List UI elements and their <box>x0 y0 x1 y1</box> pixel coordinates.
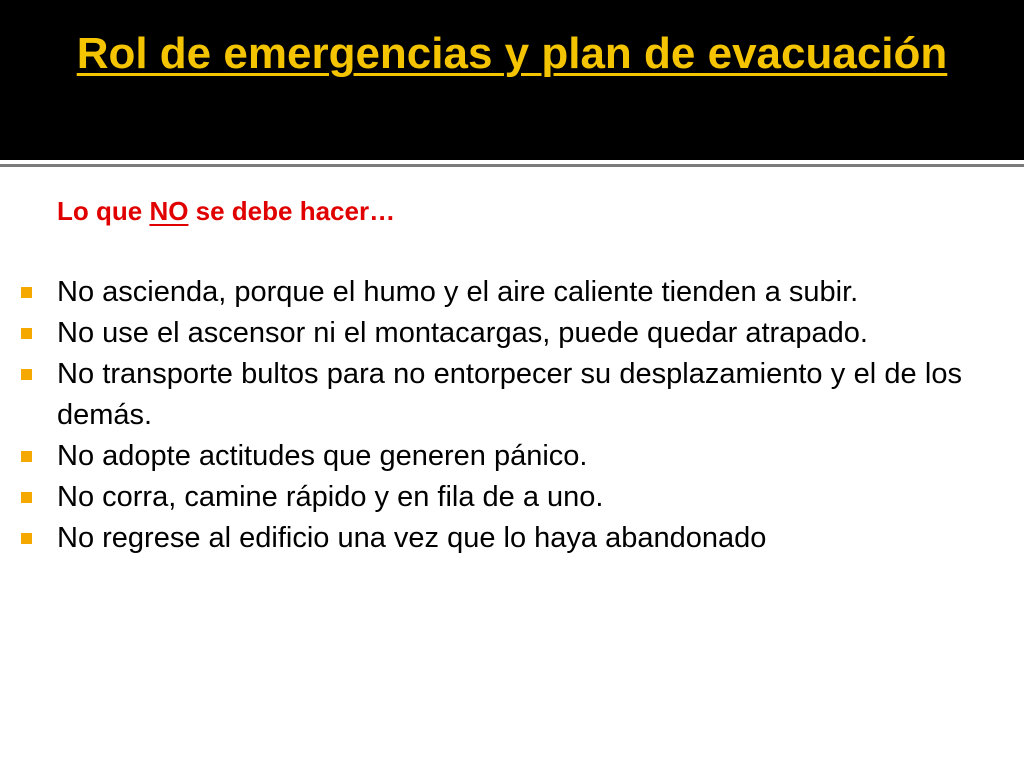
bullet-list <box>57 272 962 559</box>
square-bullet-icon <box>21 369 32 380</box>
square-bullet-icon <box>21 328 32 339</box>
bullet-text: No corra, camine rápido y en fila de a uno. <box>57 481 604 513</box>
subtitle-emphasis: NO <box>149 196 189 226</box>
slide-title: Rol de emergencias y plan de evacuación <box>76 29 948 78</box>
bullet-item <box>57 477 962 518</box>
title-divider <box>0 164 1024 167</box>
bullet-item <box>57 518 962 559</box>
bullet-item <box>57 354 962 436</box>
subtitle-prefix: Lo que <box>57 196 150 226</box>
bullet-item <box>57 436 962 477</box>
square-bullet-icon <box>21 451 32 462</box>
subtitle-suffix: se debe hacer… <box>188 196 396 226</box>
bullet-text: No transporte bultos para no entorpecer su desplazamiento y el de los demás. <box>57 358 962 431</box>
bullet-text: No use el ascensor ni el montacargas, puede quedar atrapado. <box>57 317 868 349</box>
section-subtitle <box>57 193 395 229</box>
bullet-text: No ascienda, porque el humo y el aire caliente tienden a subir. <box>57 276 859 308</box>
square-bullet-icon <box>21 533 32 544</box>
square-bullet-icon <box>21 287 32 298</box>
square-bullet-icon <box>21 492 32 503</box>
bullet-text: No regrese al edificio una vez que lo haya abandonado <box>57 522 767 554</box>
title-band <box>0 0 1024 160</box>
bullet-item <box>57 313 962 354</box>
bullet-item <box>57 272 962 313</box>
bullet-text: No adopte actitudes que generen pánico. <box>57 440 588 472</box>
